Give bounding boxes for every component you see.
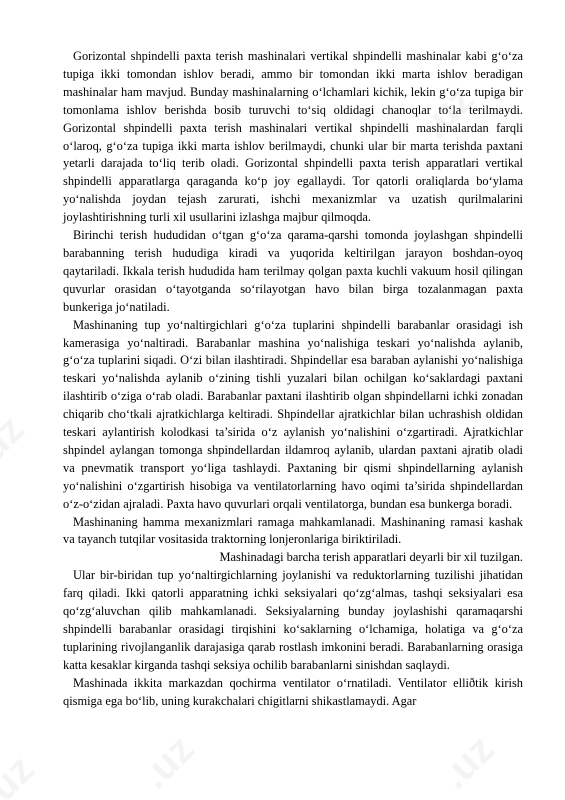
document-body [63, 48, 523, 711]
paragraph: Mashinaning tup yo‘naltirgichlari g‘o‘za tuplarini shpindelli barabanlar orasidagi ish kamerasiga yo‘naltiradi. Barabanlar mashina yo‘nalishiga teskari yo‘nalishda aylanib, g‘o‘za tuplarini siqadi. O‘zi bilan ilashtiradi. Shpindellar esa baraban aylanishi yo‘nalishiga teskari yo‘nalishda aylanib o‘zining tishli yuzalari bilan ochilgan ko‘saklardagi paxtani ilashtirib o‘ziga o‘rab oladi. Barabanlar paxtani ilashtirib olgan shpindellarni ichki zonadan chiqarib cho‘tkali ajratkichlarga keltiradi. Shpindellar ajratkichlar bilan uchrashish oldidan teskari aylantirish kolodkasi ta’sirida o‘z aylanish yo‘nalishini o‘zgartiradi. Ajratkichlar shpindel aylangan tomonga shpindellardan ildamroq aylanib, ulardan paxtani ajratib oladi va pnevmatik transport yo‘liga tashlaydi. Paxtaning bir qismi shpindellarning aylanish yo‘nalishini o‘zgartirish hisobiga va ventilatorlarning havo oqimi ta’sirida shpindellardan o‘z-o‘zidan ajraladi. Paxta havo quvurlari orqali ventilatorga, bundan esa bunkerga boradi. [63, 317, 523, 511]
paragraph: Ular bir-biridan tup yo‘naltirgichlarning joylanishi va reduktorlarning tuzilishi jihatidan farq qiladi. Ikki qatorli apparatning ichki seksiyalari qo‘zg‘almas, tashqi seksiyalari esa qo‘zg‘aluvchan qilib mahkamlanadi. Seksiyalarning bunday joylashishi qaramaqarshi shpindelli barabanlar orasidagi tirqishini ko‘saklarning o‘lchamiga, holatiga va g‘o‘za tuplarining rivojlanganlik darajasiga qarab rostlash imkonini beradi. Barabanlarning orasiga katta kesaklar kirganda tashqi seksiya ochilib barabanlarni sinishdan saqlaydi. [63, 568, 523, 672]
paragraph: Mashinaning hamma mexanizmlari ramaga mahkamlanadi. Mashinaning ramasi kashak va tayanch tutqilar vositasida traktorning lonjeronlariga biriktiriladi. [63, 514, 523, 547]
paragraph: Gorizontal shpindelli paxta terish mashinalari vertikal shpindelli mashinalar kabi g‘o‘za tupiga ikki tomondan ishlov beradi, ammo bir tomondan ikki marta ishlov beradigan mashinalar ham mavjud. Bunday mashinalarning o‘lchamlari kichik, lekin g‘o‘za tupiga bir tomonlama ishlov berishda bosib turuvchi to‘siq oldidagi chanoqlar to‘la terilmaydi. Gorizontal shpindelli paxta terish mashinalari vertikal shpindelli mashinalardan farqli o‘laroq, g‘o‘za tupiga ikki marta ishlov berilmaydi, chunki ular bir marta terishda paxtani yetarli darajada to‘liq terib oladi. Gorizontal shpindelli paxta terish apparatlari vertikal shpindelli apparatlarga qaraganda ko‘p joy egallaydi. Tor qatorli oraliqlarda bo‘ylama yo‘nalishda joydan tejash zarurati, ishchi mexanizmlar va uzatish qurilmalarini joylashtirishning turli xil usullarini izlashga majbur qilmoqda. [63, 49, 523, 225]
paragraph: Birinchi terish hududidan o‘tgan g‘o‘za qarama-qarshi tomonda joylashgan shpindelli barabanning terish hududiga kiradi va yuqorida keltirilgan jarayon boshdan-oyoq qaytariladi. Ikkala terish hududida ham terilmay qolgan paxta kuchli vakuum hosil qilingan quvurlar orasidan o‘tayotganda so‘rilayotgan havo bilan birga tozalanmagan paxta bunkeriga jo‘natiladi. [63, 228, 523, 314]
watermark [132, 727, 203, 798]
watermark [0, 747, 43, 800]
paragraph-right-aligned: Mashinadagi barcha terish apparatlari deyarli bir xil tuzilgan. [219, 550, 523, 565]
watermark [0, 407, 33, 478]
paragraph: Mashinada ikkita markazdan qochirma ventilator o‘rnatiladi. Ventilator elliðtik kirish qismiga ega bo‘lib, uning kurakchalari chigitlarni shikastlamaydi. Agar [63, 675, 523, 708]
watermark [432, 727, 503, 798]
